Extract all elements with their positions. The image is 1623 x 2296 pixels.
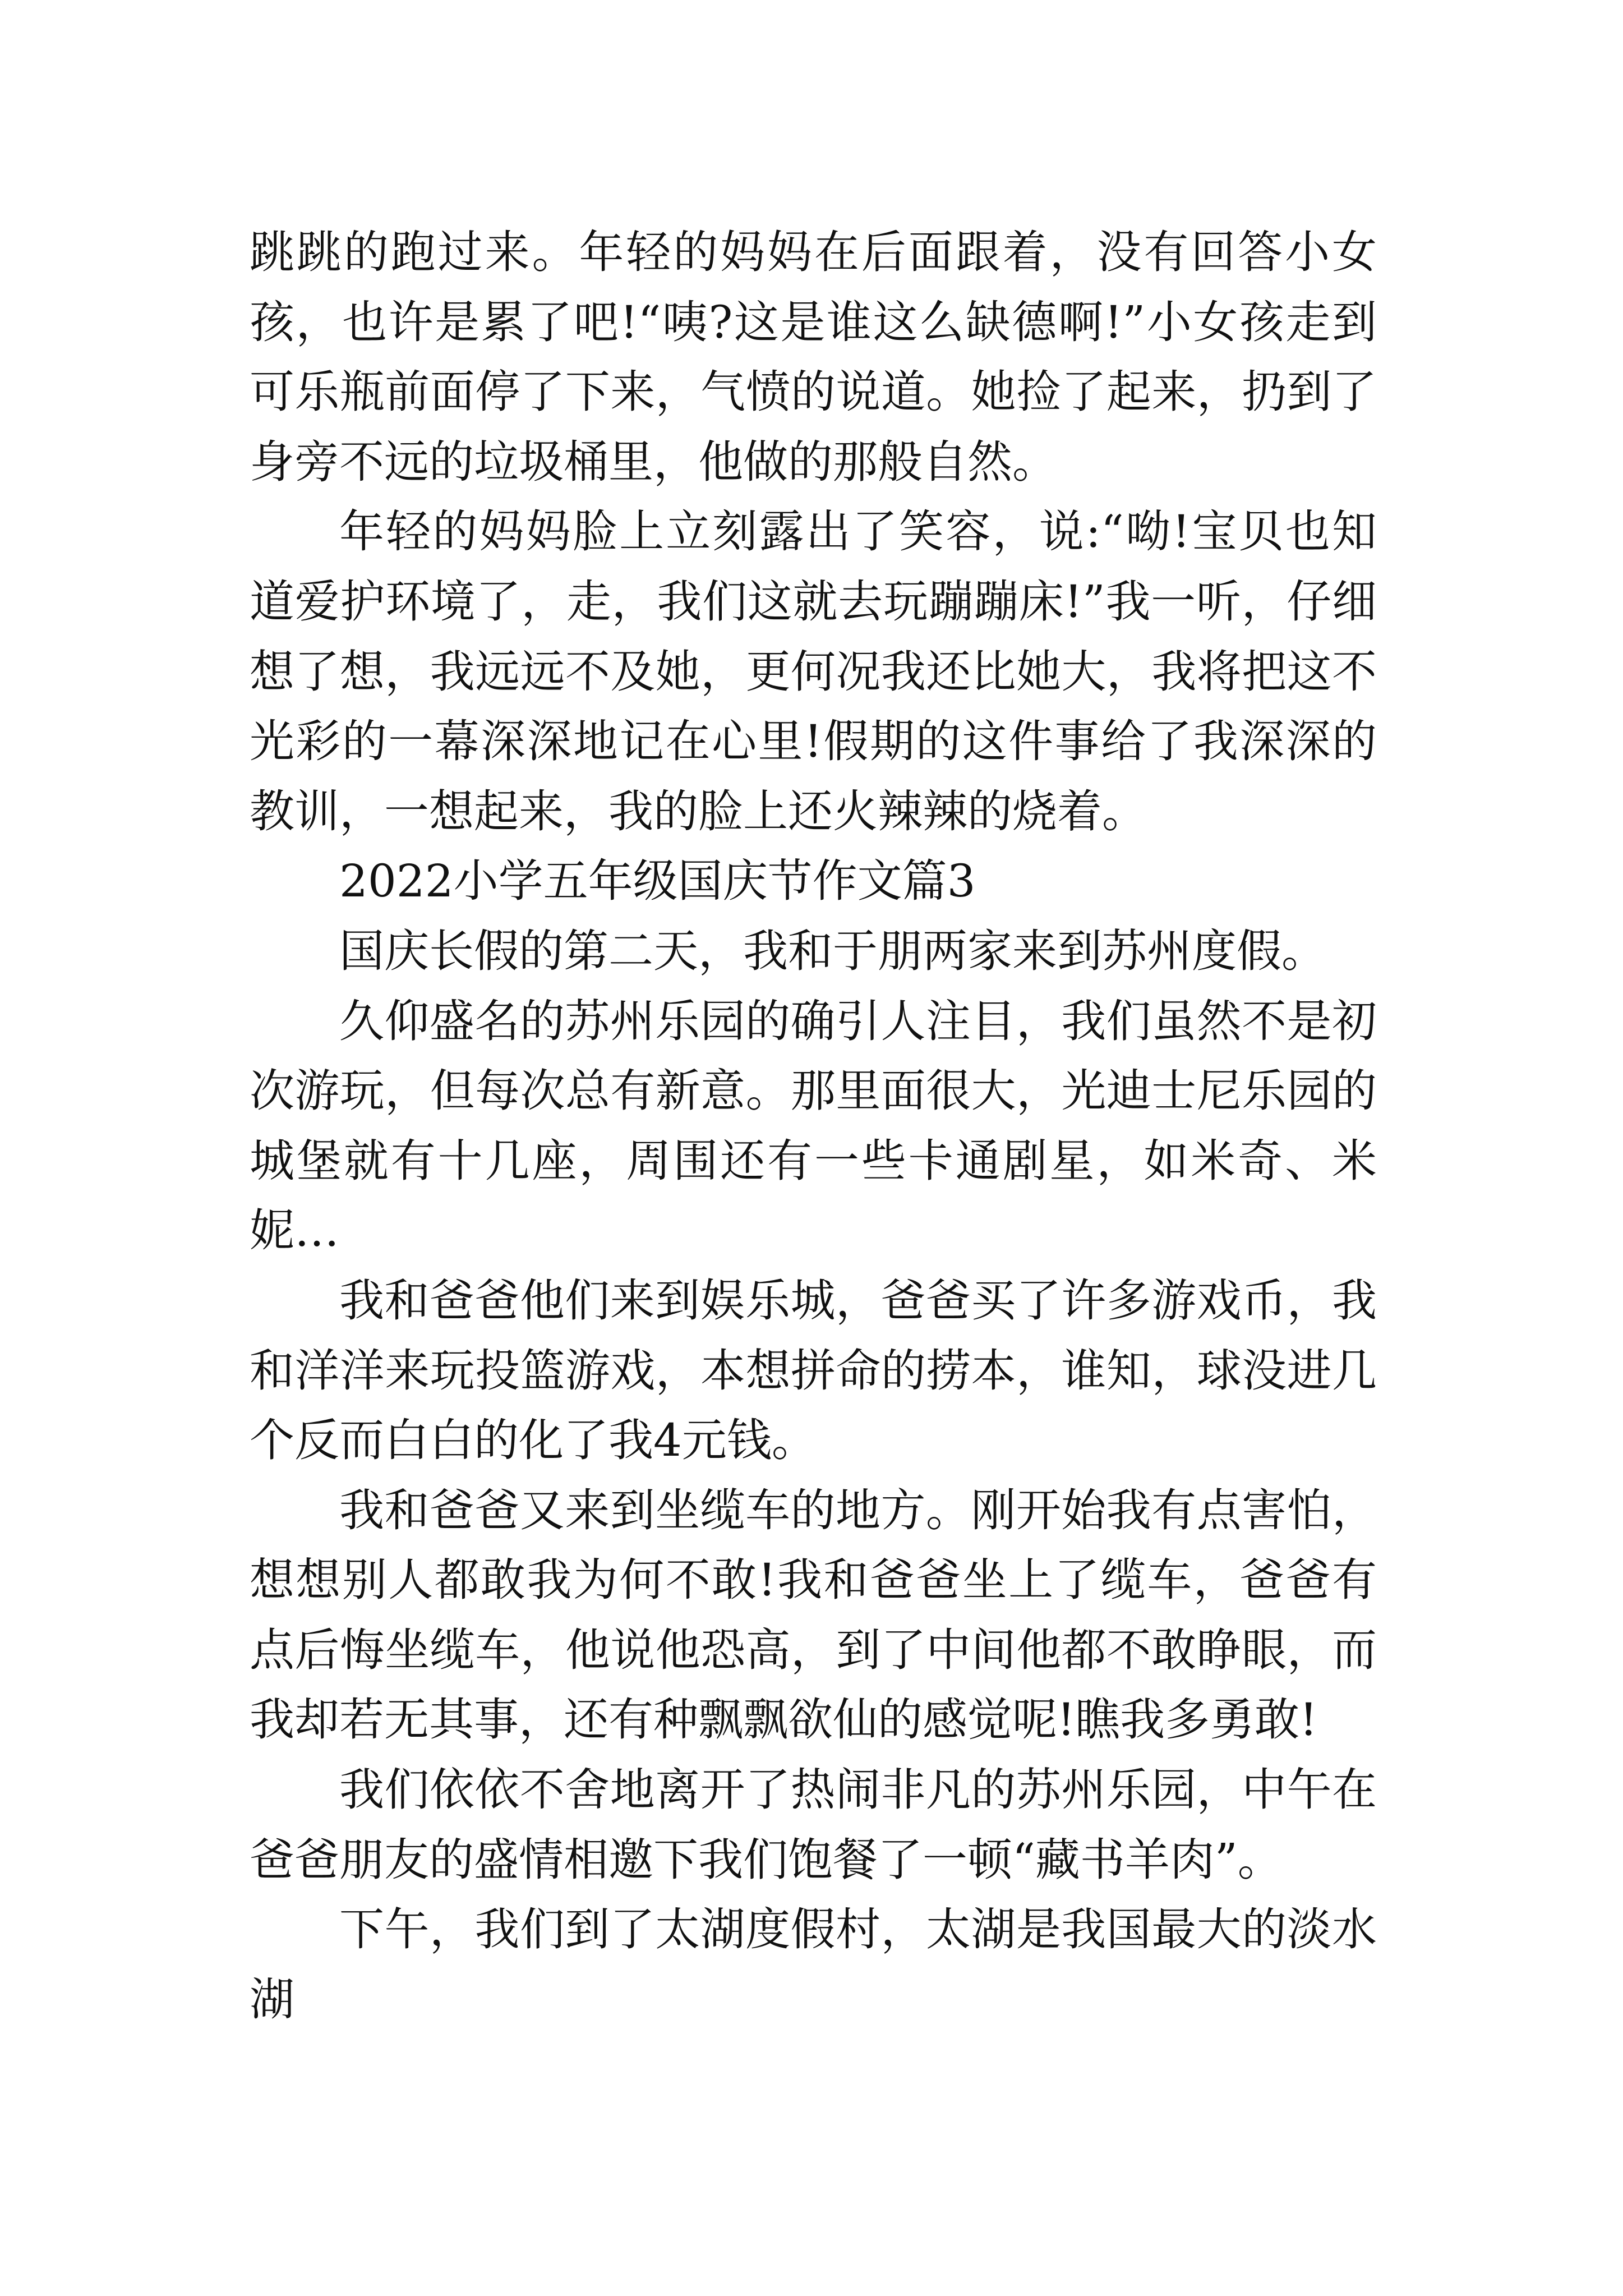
paragraph: 我和爸爸又来到坐缆车的地方。刚开始我有点害怕，想想别人都敢我为何不敢!我和爸爸坐上了缆车，爸爸有点后悔坐缆车，他说他恐高，到了中间他都不敢睁眼，而我却若无其事，还有种飘飘欲仙的感觉呢!瞧我多勇敢! [250, 1484, 1377, 1746]
paragraph: 跳跳的跑过来。年轻的妈妈在后面跟着，没有回答小女孩，也许是累了吧!“咦?这是谁这么缺德啊!”小女孩走到可乐瓶前面停了下来，气愤的说道。她捡了起来，扔到了身旁不远的垃圾桶里，他做的那般自然。 [250, 226, 1377, 488]
paragraph: 年轻的妈妈脸上立刻露出了笑容，说:“呦!宝贝也知道爱护环境了，走，我们这就去玩蹦蹦床!”我一听，仔细想了想，我远远不及她，更何况我还比她大，我将把这不光彩的一幕深深地记在心里!假期的这件事给了我深深的教训，一想起来，我的脸上还火辣辣的烧着。 [250, 505, 1377, 838]
paragraph: 久仰盛名的苏州乐园的确引人注目，我们虽然不是初次游玩，但每次总有新意。那里面很大，光迪士尼乐园的城堡就有十几座，周围还有一些卡通剧星，如米奇、米妮… [250, 995, 1377, 1257]
paragraph: 下午，我们到了太湖度假村，太湖是我国最大的淡水湖 [250, 1903, 1377, 2026]
paragraph: 我和爸爸他们来到娱乐城，爸爸买了许多游戏币，我和洋洋来玩投篮游戏，本想拼命的捞本，谁知，球没进几个反而白白的化了我4元钱。 [250, 1274, 1377, 1467]
paragraph: 国庆长假的第二天，我和于朋两家来到苏州度假。 [339, 924, 1326, 977]
document-body [250, 218, 1377, 2035]
section-heading: 2022小学五年级国庆节作文篇3 [339, 855, 976, 908]
paragraph: 我们依依不舍地离开了热闹非凡的苏州乐园，中午在爸爸朋友的盛情相邀下我们饱餐了一顿“藏书羊肉”。 [250, 1764, 1377, 1886]
